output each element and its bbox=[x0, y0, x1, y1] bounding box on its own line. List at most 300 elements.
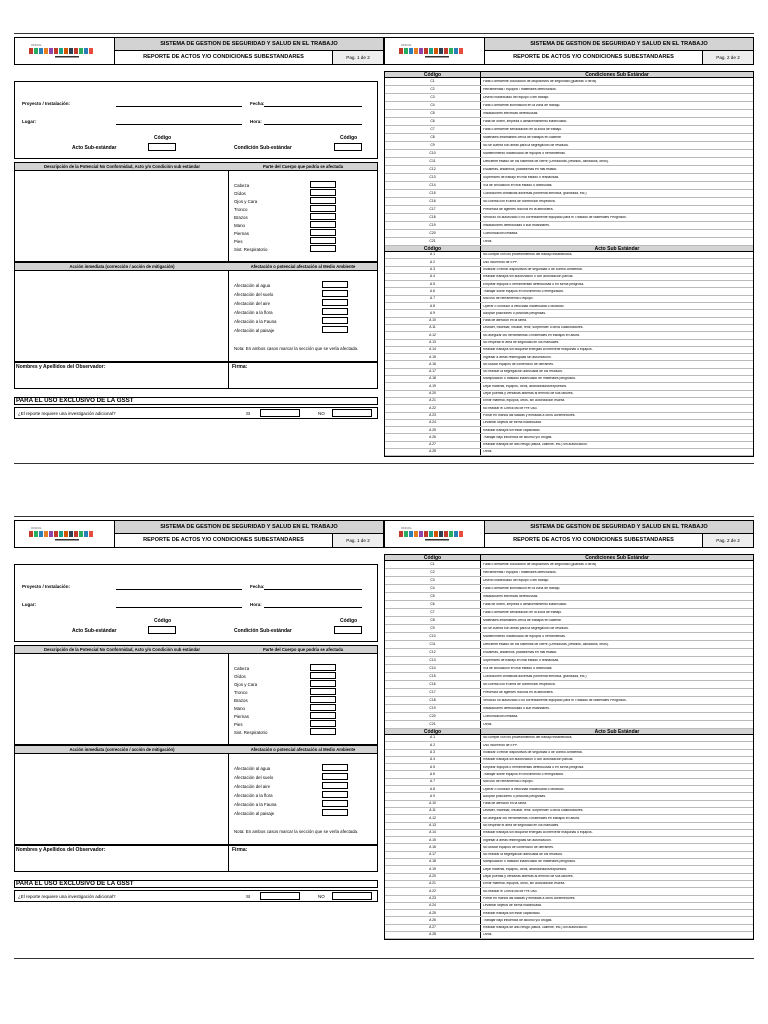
actos-description: Trabajar bajo influencia de alcohol y/o drogas. bbox=[483, 435, 553, 439]
actos-code: A 15 bbox=[385, 354, 481, 360]
actos-description: Realizar trabajos sin bloquear energías al intervenir máquinas o equipos. bbox=[483, 831, 593, 835]
actos-code: A 14 bbox=[385, 830, 481, 836]
actos-code: A 25 bbox=[385, 910, 481, 916]
actos-description: Realizar trabajos sin autorización o con autorización parcial. bbox=[483, 275, 574, 279]
actos-header: Acto Sub Estándar bbox=[594, 246, 640, 252]
condiciones-code: C1 bbox=[385, 78, 481, 85]
acto-label: Acto Sub-estándar bbox=[72, 145, 117, 151]
body-part-1-check[interactable] bbox=[310, 189, 336, 196]
actos-description: Realizar trabajos de alto riesgo (altura, caliente, etc.) sin autorización. bbox=[483, 926, 588, 930]
condiciones-code: C17 bbox=[385, 689, 481, 696]
acto-codigo-field[interactable] bbox=[148, 143, 176, 151]
actos-description: Realizar trabajos sin autorización o con autorización parcial. bbox=[483, 758, 574, 762]
actos-code: A 11 bbox=[385, 325, 481, 331]
table-row bbox=[385, 267, 753, 274]
table-row bbox=[385, 230, 753, 238]
env-item-0-check[interactable] bbox=[322, 281, 348, 288]
proyecto-field[interactable] bbox=[116, 589, 242, 590]
table-row bbox=[385, 449, 753, 456]
table-row bbox=[385, 222, 753, 230]
condiciones-description: Instalaciones eléctricas defectuosas. bbox=[483, 594, 539, 598]
table-row bbox=[385, 369, 753, 376]
condiciones-code: C5 bbox=[385, 110, 481, 117]
acto-label: Acto Sub-estándar bbox=[72, 628, 117, 634]
no-label: NO bbox=[318, 411, 325, 416]
table-row bbox=[385, 561, 753, 569]
condiciones-description: Diseño inadecuado del equipo o del trabajo. bbox=[483, 95, 550, 99]
condiciones-description: Instalaciones defectuosas o sub estándares. bbox=[483, 223, 550, 227]
gsst-title: PARA EL USO EXCLUSIVO DE LA GSST bbox=[16, 397, 134, 404]
actos-description: Emitir material, equipos, otros, sin autorización escrita. bbox=[483, 882, 566, 886]
condiciones-description: Instalaciones defectuosas o sub estándares. bbox=[483, 706, 550, 710]
table-row bbox=[385, 866, 753, 873]
body-part-1: Oídos bbox=[234, 191, 246, 196]
body-part-6-check[interactable] bbox=[310, 712, 336, 719]
actos-description: Trabajar bajo influencia de alcohol y/o drogas. bbox=[483, 918, 553, 922]
afectacion-header: Afectación o potencial afectación al Medio Ambiente bbox=[250, 747, 356, 752]
no-checkbox[interactable] bbox=[332, 892, 372, 900]
report-page-1 bbox=[14, 520, 384, 950]
actos-description: Emplear equipos o herramientas defectuosas o en forma peligrosa. bbox=[483, 765, 585, 769]
condiciones-description: Diseño inadecuado del equipo o del trabajo. bbox=[483, 578, 550, 582]
info-section bbox=[14, 564, 378, 642]
actos-description: No asegurar los herramientas o materiales en trabajos en altura. bbox=[483, 816, 580, 820]
body-part-0-check[interactable] bbox=[310, 181, 336, 188]
condiciones-code: C21 bbox=[385, 238, 481, 245]
env-item-3-check[interactable] bbox=[322, 308, 348, 315]
table-row bbox=[385, 815, 753, 822]
actos-description: No utilizar equipos de contención de derrames. bbox=[483, 845, 554, 849]
table-row bbox=[385, 434, 753, 441]
actos-code: A 4 bbox=[385, 757, 481, 763]
actos-description: Trabajar sobre equipos en movimiento o energizados. bbox=[483, 289, 564, 293]
actos-description: Distraer, molestar, insultar, reñir, sorprender u otros colaboradores. bbox=[483, 809, 584, 813]
actos-description: Dejar puertas y ventanas abiertas al término de sus labores. bbox=[483, 875, 574, 879]
actos-description: Portar en manos las salidas y entradas a otros contenedores. bbox=[483, 413, 576, 417]
condiciones-code: C10 bbox=[385, 150, 481, 157]
actos-description: No respetar el área de seguridad en los manuales. bbox=[483, 341, 560, 344]
actos-description: No realizar el Check list de Pre Uso. bbox=[483, 889, 538, 893]
body-part-2-check[interactable] bbox=[310, 197, 336, 204]
table-row bbox=[385, 764, 753, 771]
condicion-label: Condición Sub-estándar bbox=[234, 628, 292, 634]
body-part-4-check[interactable] bbox=[310, 213, 336, 220]
actos-code: A 8 bbox=[385, 303, 481, 309]
condiciones-code: C11 bbox=[385, 158, 481, 165]
table-row bbox=[385, 673, 753, 681]
condiciones-description: Herramientas / equipos / materiales defectuosos. bbox=[483, 570, 557, 574]
actos-code: A 20 bbox=[385, 874, 481, 880]
table-row bbox=[385, 735, 753, 742]
no-label: NO bbox=[318, 894, 325, 899]
actos-code: A 21 bbox=[385, 398, 481, 404]
actos-code: A 5 bbox=[385, 764, 481, 770]
env-item-5: Afectación al paisaje bbox=[234, 811, 275, 816]
lugar-label: Lugar: bbox=[22, 119, 36, 124]
report-header bbox=[14, 37, 384, 65]
company-logo bbox=[15, 38, 115, 64]
page-number: Pag. 2 de 2 bbox=[703, 534, 753, 547]
env-item-2-check[interactable] bbox=[322, 299, 348, 306]
si-label: SI bbox=[246, 411, 251, 416]
proyecto-field[interactable] bbox=[116, 106, 242, 107]
condiciones-code: C6 bbox=[385, 118, 481, 125]
report-form bbox=[14, 554, 378, 899]
table-row bbox=[385, 859, 753, 866]
body-part-7-check[interactable] bbox=[310, 720, 336, 727]
table-row bbox=[385, 126, 753, 134]
condiciones-description: No se cuenta con áreas para la segregación de residuos. bbox=[483, 626, 569, 630]
table-row bbox=[385, 823, 753, 830]
condicion-codigo-field[interactable] bbox=[334, 143, 362, 151]
actos-description: Adoptar posiciones o posturas peligrosas. bbox=[483, 794, 546, 798]
env-item-5-check[interactable] bbox=[322, 326, 348, 333]
actos-code: A 28 bbox=[385, 932, 481, 938]
lugar-label: Lugar: bbox=[22, 602, 36, 607]
condicion-codigo-field[interactable] bbox=[334, 626, 362, 634]
condiciones-code: C19 bbox=[385, 705, 481, 712]
report-subtitle: REPORTE DE ACTOS Y/O CONDICIONES SUBESTANDARES bbox=[485, 51, 703, 64]
fecha-label: Fecha: bbox=[250, 584, 265, 589]
condiciones-code: C15 bbox=[385, 673, 481, 680]
report-subtitle: REPORTE DE ACTOS Y/O CONDICIONES SUBESTANDARES bbox=[485, 534, 703, 547]
table-row bbox=[385, 896, 753, 903]
actos-description: Falta de atención en la tarea. bbox=[483, 802, 527, 806]
table-row bbox=[385, 94, 753, 102]
table-row bbox=[385, 750, 753, 757]
body-part-0: Cabeza bbox=[234, 666, 250, 671]
body-part-8: Sist. Respiratorio bbox=[234, 730, 268, 735]
body-part-6-check[interactable] bbox=[310, 229, 336, 236]
condiciones-code: C19 bbox=[385, 222, 481, 229]
codes-table bbox=[384, 71, 754, 457]
table-row bbox=[385, 577, 753, 585]
signature-label: Firma: bbox=[232, 847, 248, 853]
observer-divider bbox=[228, 845, 229, 872]
table-row bbox=[385, 78, 753, 86]
table-row bbox=[385, 830, 753, 837]
env-item-4: Afectación a la Fauna bbox=[234, 802, 277, 807]
actos-description: Manipulación o traslado inadecuado de materiales peligrosos. bbox=[483, 377, 576, 381]
condiciones-description: Materiales inflamables cerca de trabajos en caliente. bbox=[483, 135, 562, 139]
table-row bbox=[385, 361, 753, 368]
condiciones-description: Superficies de trabajo en mal estado o resbalosas. bbox=[483, 658, 560, 662]
body-part-8-check[interactable] bbox=[310, 728, 336, 735]
report-system-title: SISTEMA DE GESTION DE SEGURIDAD Y SALUD EN EL TRABAJO bbox=[115, 38, 383, 51]
body-part-3: Tronco bbox=[234, 207, 248, 212]
actos-description: Trabajar sobre equipos en movimiento o energizados. bbox=[483, 772, 564, 776]
actos-description: Realizar trabajos sin estar capacitado. bbox=[483, 428, 541, 432]
actos-description: No asegurar los herramientas o materiales en trabajos en altura. bbox=[483, 333, 580, 337]
actos-description: Ingresar a áreas restringidas sin autorización. bbox=[483, 838, 552, 842]
logo-icon bbox=[25, 524, 105, 544]
hora-field[interactable] bbox=[264, 124, 362, 125]
hora-field[interactable] bbox=[264, 607, 362, 608]
lugar-field[interactable] bbox=[116, 124, 242, 125]
condiciones-code: C8 bbox=[385, 617, 481, 624]
actos-code: A 12 bbox=[385, 815, 481, 821]
table-row bbox=[385, 182, 753, 190]
report-system-title: SISTEMA DE GESTION DE SEGURIDAD Y SALUD EN EL TRABAJO bbox=[115, 521, 383, 534]
table-row bbox=[385, 238, 753, 246]
table-row bbox=[385, 649, 753, 657]
report-copy-1 bbox=[14, 37, 754, 467]
company-logo bbox=[385, 521, 485, 547]
actos-code: A 13 bbox=[385, 340, 481, 346]
investigation-question: ¿El reporte requiere una investigación adicional? bbox=[18, 411, 116, 416]
env-item-0: Afectación al agua bbox=[234, 283, 271, 288]
env-item-0: Afectación al agua bbox=[234, 766, 271, 771]
actos-code: A 1 bbox=[385, 252, 481, 258]
body-part-5-check[interactable] bbox=[310, 704, 336, 711]
fecha-field[interactable] bbox=[264, 106, 362, 107]
hora-label: Hora: bbox=[250, 119, 262, 124]
actos-description: Otros. bbox=[483, 450, 493, 454]
report-subtitle: REPORTE DE ACTOS Y/O CONDICIONES SUBESTANDARES bbox=[115, 534, 333, 547]
actos-code: A 19 bbox=[385, 383, 481, 389]
condiciones-code: C18 bbox=[385, 697, 481, 704]
body-part-3-check[interactable] bbox=[310, 205, 336, 212]
table-row bbox=[385, 340, 753, 347]
env-item-4-check[interactable] bbox=[322, 800, 348, 807]
table-row bbox=[385, 274, 753, 281]
table-row bbox=[385, 681, 753, 689]
table-row bbox=[385, 110, 753, 118]
actos-code: A 22 bbox=[385, 888, 481, 894]
condiciones-description: No cuenta con el área de contención respectiva. bbox=[483, 682, 556, 686]
body-part-8: Sist. Respiratorio bbox=[234, 247, 268, 252]
condiciones-description: Falta o deficiente colocación de dispositivos de seguridad (guardas u otros) bbox=[483, 79, 597, 83]
table-row bbox=[385, 601, 753, 609]
actos-description: Uso incorrecto de EPP. bbox=[483, 743, 518, 747]
condiciones-description: No cuenta con el área de contención respectiva. bbox=[483, 199, 556, 203]
table-row bbox=[385, 281, 753, 288]
desc-header: Descripción de la Potencial No Conformidad, Acto y/o Condición sub estándar bbox=[44, 647, 200, 652]
actos-code: A 26 bbox=[385, 917, 481, 923]
actos-description: Operar o conducir a velocidad inadecuada o distraído. bbox=[483, 304, 565, 308]
actos-description: Adoptar posiciones o posturas peligrosas. bbox=[483, 311, 546, 315]
actos-rows bbox=[385, 735, 753, 939]
logo-icon bbox=[395, 524, 475, 544]
table-row bbox=[385, 134, 753, 142]
condiciones-code: C16 bbox=[385, 681, 481, 688]
condiciones-description: Comunicación limitada. bbox=[483, 231, 519, 235]
acto-codigo-field[interactable] bbox=[148, 626, 176, 634]
actos-description: No realizar la segregación adecuada de los residuos. bbox=[483, 853, 563, 857]
env-item-1-check[interactable] bbox=[322, 773, 348, 780]
table-row bbox=[385, 158, 753, 166]
report-page-2 bbox=[384, 37, 754, 467]
separator-line bbox=[14, 463, 754, 464]
parte-header: Parte del Cuerpo que podría se afectada bbox=[262, 164, 344, 169]
env-item-1: Afectación del suelo bbox=[234, 292, 274, 297]
env-item-3-check[interactable] bbox=[322, 791, 348, 798]
fecha-field[interactable] bbox=[264, 589, 362, 590]
actos-code: A 23 bbox=[385, 413, 481, 419]
table-row bbox=[385, 721, 753, 729]
actos-description: No utilizar equipos de contención de derrames. bbox=[483, 362, 554, 366]
condiciones-description: No se cuenta con áreas para la segregación de residuos. bbox=[483, 143, 569, 147]
separator-line bbox=[14, 516, 754, 517]
si-checkbox[interactable] bbox=[260, 409, 300, 417]
actos-description: Realizar trabajos sin bloquear energías al intervenir máquinas o equipos. bbox=[483, 348, 593, 352]
env-item-1: Afectación del suelo bbox=[234, 775, 274, 780]
table-row bbox=[385, 801, 753, 808]
actos-code: A 18 bbox=[385, 859, 481, 865]
table-row bbox=[385, 332, 753, 339]
body-part-2-check[interactable] bbox=[310, 680, 336, 687]
condiciones-code: C21 bbox=[385, 721, 481, 728]
actos-code: A 9 bbox=[385, 793, 481, 799]
description-header-bar bbox=[15, 646, 377, 654]
env-item-5-check[interactable] bbox=[322, 809, 348, 816]
body-part-2: Ojos y Cara bbox=[234, 682, 258, 687]
actos-description: Mal uso de herramienta o equipo. bbox=[483, 780, 534, 784]
page-number: Pag. 2 de 2 bbox=[703, 51, 753, 64]
body-part-6: Piernas bbox=[234, 231, 249, 236]
observer-name-label: Nombres y Apellidos del Observador: bbox=[16, 847, 106, 853]
table-row bbox=[385, 118, 753, 126]
condiciones-code: C7 bbox=[385, 609, 481, 616]
observer-name-label: Nombres y Apellidos del Observador: bbox=[16, 364, 106, 370]
si-checkbox[interactable] bbox=[260, 892, 300, 900]
env-item-4-check[interactable] bbox=[322, 317, 348, 324]
table-row bbox=[385, 86, 753, 94]
body-part-4-check[interactable] bbox=[310, 696, 336, 703]
condiciones-description: Falta o deficiente iluminación en la zona de trabajo. bbox=[483, 103, 561, 107]
condiciones-code: C20 bbox=[385, 230, 481, 237]
table-row bbox=[385, 917, 753, 924]
table-row bbox=[385, 310, 753, 317]
report-page-2 bbox=[384, 520, 754, 950]
table-row bbox=[385, 325, 753, 332]
report-form bbox=[14, 71, 378, 416]
actos-description: Dejar material, equipos, otros, abandonados/expuestos. bbox=[483, 384, 568, 388]
table-row bbox=[385, 442, 753, 449]
body-part-0-check[interactable] bbox=[310, 664, 336, 671]
table-row bbox=[385, 665, 753, 673]
actos-code: A 17 bbox=[385, 369, 481, 375]
condiciones-description: Presencia de agentes nocivos en la atmósfera. bbox=[483, 690, 554, 694]
desc-divider bbox=[228, 171, 229, 262]
condiciones-code: C16 bbox=[385, 198, 481, 205]
actos-code: A 24 bbox=[385, 420, 481, 426]
condiciones-header: Condiciones Sub Estándar bbox=[585, 72, 649, 78]
table-row bbox=[385, 793, 753, 800]
condiciones-code: C1 bbox=[385, 561, 481, 568]
actos-description: Falta de atención en la tarea. bbox=[483, 319, 527, 323]
table-row bbox=[385, 174, 753, 182]
body-part-8-check[interactable] bbox=[310, 245, 336, 252]
table-row bbox=[385, 771, 753, 778]
body-part-5-check[interactable] bbox=[310, 221, 336, 228]
actos-code: A 27 bbox=[385, 925, 481, 931]
table-row bbox=[385, 705, 753, 713]
desc-divider bbox=[228, 654, 229, 745]
no-checkbox[interactable] bbox=[332, 409, 372, 417]
page-number: Pag. 1 de 2 bbox=[333, 51, 383, 64]
report-copy-2 bbox=[14, 520, 754, 950]
body-part-7: Pies bbox=[234, 722, 243, 727]
codigo-label-acto: Código bbox=[154, 135, 172, 141]
codigo-label-condicion: Código bbox=[340, 618, 358, 624]
table-row bbox=[385, 888, 753, 895]
actos-description: No respetar el área de seguridad en los manuales. bbox=[483, 824, 560, 827]
table-row bbox=[385, 697, 753, 705]
condiciones-description: Vía de circulación en mal estado u obstruidas. bbox=[483, 666, 553, 670]
proyecto-label: Proyecto / Instalación: bbox=[22, 584, 71, 589]
body-part-7-check[interactable] bbox=[310, 237, 336, 244]
condiciones-description: Otros. bbox=[483, 239, 493, 243]
condiciones-description: Mantenimiento inadecuado de equipos o herramientas. bbox=[483, 634, 566, 638]
condiciones-description: Comunicación limitada. bbox=[483, 714, 519, 718]
condiciones-description: Vehículo no autorizado o no correctamente equipado para el Traslado de Materiales Peligrosos. bbox=[483, 215, 627, 219]
actos-description: Mal uso de herramienta o equipo. bbox=[483, 297, 534, 301]
actos-description: Manipulación o traslado inadecuado de materiales peligrosos. bbox=[483, 860, 576, 864]
condiciones-description: Falta de orden, limpieza o almacenamiento inadecuado. bbox=[483, 602, 568, 606]
env-item-1-check[interactable] bbox=[322, 290, 348, 297]
actos-description: Emitir material, equipos, otros, sin autorización escrita. bbox=[483, 399, 566, 403]
condiciones-code: C4 bbox=[385, 102, 481, 109]
condiciones-code: C18 bbox=[385, 214, 481, 221]
table-row bbox=[385, 903, 753, 910]
table-row bbox=[385, 593, 753, 601]
table-row bbox=[385, 910, 753, 917]
actos-description: Otros. bbox=[483, 933, 493, 937]
actos-code: A 3 bbox=[385, 750, 481, 756]
table-row bbox=[385, 689, 753, 697]
actos-header: Acto Sub Estándar bbox=[594, 729, 640, 735]
proyecto-label: Proyecto / Instalación: bbox=[22, 101, 71, 106]
actos-code: A 8 bbox=[385, 786, 481, 792]
table-row bbox=[385, 742, 753, 749]
actos-description: Distraer, molestar, insultar, reñir, sorprender u otros colaboradores. bbox=[483, 326, 584, 330]
codes-table bbox=[384, 554, 754, 940]
table-row bbox=[385, 585, 753, 593]
actos-code: A 20 bbox=[385, 391, 481, 397]
env-item-0-check[interactable] bbox=[322, 764, 348, 771]
table-row bbox=[385, 844, 753, 851]
condiciones-description: Falta o deficiente iluminación en la zona de trabajo. bbox=[483, 586, 561, 590]
lugar-field[interactable] bbox=[116, 607, 242, 608]
body-part-1-check[interactable] bbox=[310, 672, 336, 679]
table-row bbox=[385, 633, 753, 641]
actos-code: A 18 bbox=[385, 376, 481, 382]
body-part-4: Brazos bbox=[234, 698, 248, 703]
actos-description: Realizar trabajos de alto riesgo (altura, caliente, etc.) sin autorización. bbox=[483, 443, 588, 447]
condiciones-code: C14 bbox=[385, 182, 481, 189]
actos-code: A 19 bbox=[385, 866, 481, 872]
report-system-title: SISTEMA DE GESTION DE SEGURIDAD Y SALUD EN EL TRABAJO bbox=[485, 521, 753, 534]
actos-code: A 2 bbox=[385, 742, 481, 748]
logo-sub-text: ONCOL bbox=[400, 526, 412, 530]
condiciones-rows bbox=[385, 561, 753, 729]
actos-description: Portar en manos las salidas y entradas a otros contenedores. bbox=[483, 896, 576, 900]
afectacion-header: Afectación o potencial afectación al Medio Ambiente bbox=[250, 264, 356, 269]
table-row bbox=[385, 102, 753, 110]
actos-code: A 21 bbox=[385, 881, 481, 887]
env-item-2-check[interactable] bbox=[322, 782, 348, 789]
condiciones-description: Herramientas / equipos / materiales defectuosos. bbox=[483, 87, 557, 91]
logo-icon bbox=[395, 41, 475, 61]
table-row bbox=[385, 625, 753, 633]
body-part-3-check[interactable] bbox=[310, 688, 336, 695]
actos-description: Levantar objetos de forma inadecuada. bbox=[483, 421, 542, 425]
actos-description: Levantar objetos de forma inadecuada. bbox=[483, 904, 542, 908]
desc-header: Descripción de la Potencial No Conformidad, Acto y/o Condición sub estándar bbox=[44, 164, 200, 169]
report-system-title: SISTEMA DE GESTION DE SEGURIDAD Y SALUD EN EL TRABAJO bbox=[485, 38, 753, 51]
info-section bbox=[14, 81, 378, 159]
